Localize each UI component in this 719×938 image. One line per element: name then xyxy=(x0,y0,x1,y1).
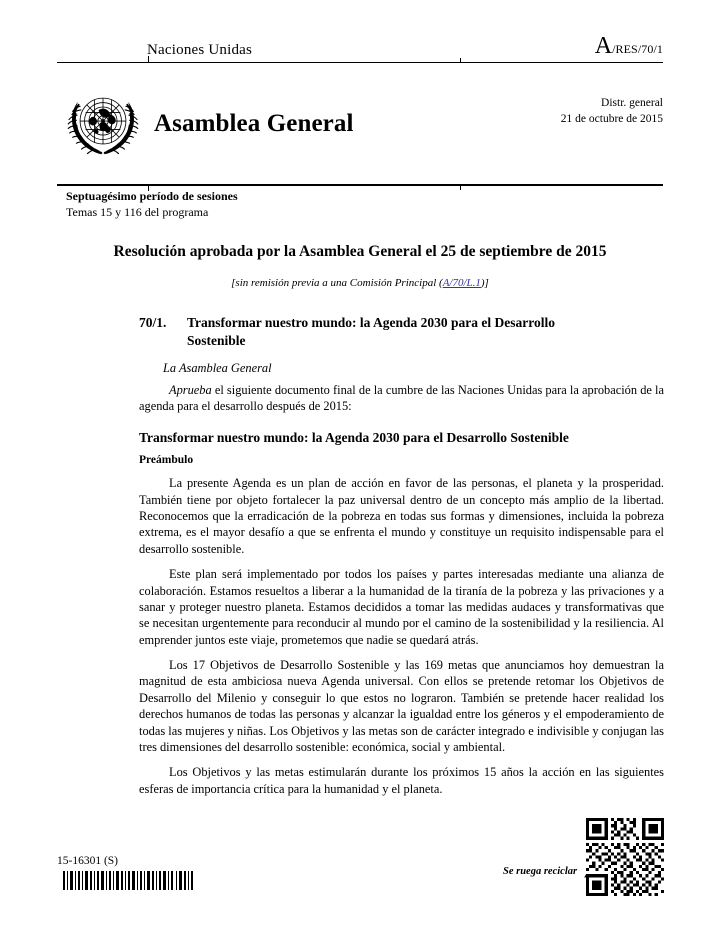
subsection-title: Preámbulo xyxy=(139,454,194,467)
distribution-info xyxy=(561,96,663,127)
resolution-document-link[interactable]: A/70/L.1 xyxy=(442,277,481,289)
resolution-heading-text: Transformar nuestro mundo: la Agenda 2030 para el Desarrollo Sostenible xyxy=(187,315,556,348)
resolution-number-heading xyxy=(139,314,559,349)
session-period: Septuagésimo período de sesiones xyxy=(66,189,238,203)
body-paragraph: Este plan será implementado por todos los países y partes interesadas mediante una alianza de colaboración. Estamos resueltos a liberar a la humanidad de la tiranía de la pobreza y las privaciones y a sanar y proteger nuestro planeta. Estamos decididos a tomar las medidas audaces y transformativas que se necesitan urgentemente para reconducir al mundo por el camino de la sostenibilidad y la resiliencia. Al emprender juntos este viaje, prometemos que nadie se quedará atrás. xyxy=(139,567,664,647)
session-info xyxy=(66,188,238,220)
document-symbol-letter: A xyxy=(594,33,613,59)
subtitle-suffix: )] xyxy=(480,277,489,289)
body-paragraph: Los 17 Objetivos de Desarrollo Sostenible y las 169 metas que anunciamos hoy demuestran la magnitud de esta ambiciosa nueva Agenda universal. Con ellos se pretende retomar los Objetivos de Desarrollo del Milenio y conseguir lo que estos no lograron. También se pretende hacer realidad los derechos humanos de todas las personas y alcanzar la igualdad entre los géneros y el empoderamiento de todas las mujeres y niñas. Los Objetivos y las metas son de carácter integrado e indivisible y conjugan las tres dimensiones del desarrollo sostenible: económica, social y ambiental. xyxy=(139,658,664,754)
document-symbol-rest: /RES/70/1 xyxy=(612,42,663,56)
masthead xyxy=(57,34,663,58)
distribution-date: 21 de octubre de 2015 xyxy=(560,112,663,125)
document-symbol xyxy=(595,34,663,58)
resolution-number: 70/1. xyxy=(139,315,167,330)
document-body xyxy=(139,361,664,806)
resolution-title: Resolución aprobada por la Asamblea General el 25 de septiembre de 2015 xyxy=(113,243,607,260)
rule-tick-right xyxy=(460,58,461,63)
session-agenda-items: Temas 15 y 116 del programa xyxy=(66,205,209,220)
qr-code xyxy=(586,818,664,896)
distribution-label: Distr. general xyxy=(601,97,663,109)
body-paragraph: La presente Agenda es un plan de acción en favor de las personas, el planeta y la prosperidad. También tiene por objeto fortalecer la paz universal dentro de un concepto más amplio de la libertad. Reconocemos que la erradicación de la pobreza en todas sus formas y dimensiones, incluida la pobreza extrema, es el mayor desafío a que se enfrenta el mundo y constituye un requisito indispensable para el desarrollo sostenible. xyxy=(139,476,664,556)
approves-paragraph xyxy=(139,382,664,415)
barcode xyxy=(63,871,193,890)
rule-tick-left xyxy=(148,56,149,63)
session-rule-tick-right xyxy=(460,185,461,190)
recycle-text: Se ruega reciclar xyxy=(503,866,578,877)
approves-rest: el siguiente documento final de la cumbre de las Naciones Unidas para la aprobación de la agenda para el desarrollo después de 2015: xyxy=(139,383,664,414)
body-paragraph: Los Objetivos y las metas estimularán durante los próximos 15 años la acción en las siguientes esferas de importancia crítica para la humanidad y el planeta. xyxy=(139,765,664,796)
job-number: 15-16301 (S) xyxy=(57,855,119,867)
assembly-line: La Asamblea General xyxy=(163,361,272,375)
un-emblem-icon xyxy=(66,90,140,158)
approves-verb: Aprueba xyxy=(169,383,212,397)
subtitle-prefix: [sin remisión previa a una Comisión Principal ( xyxy=(231,277,443,289)
emblem-block xyxy=(66,90,354,158)
resolution-subtitle xyxy=(57,277,663,289)
section-title: Transformar nuestro mundo: la Agenda 2030 para el Desarrollo Sostenible xyxy=(139,429,569,445)
organ-title: Asamblea General xyxy=(154,110,354,137)
organization-name: Naciones Unidas xyxy=(147,42,253,58)
